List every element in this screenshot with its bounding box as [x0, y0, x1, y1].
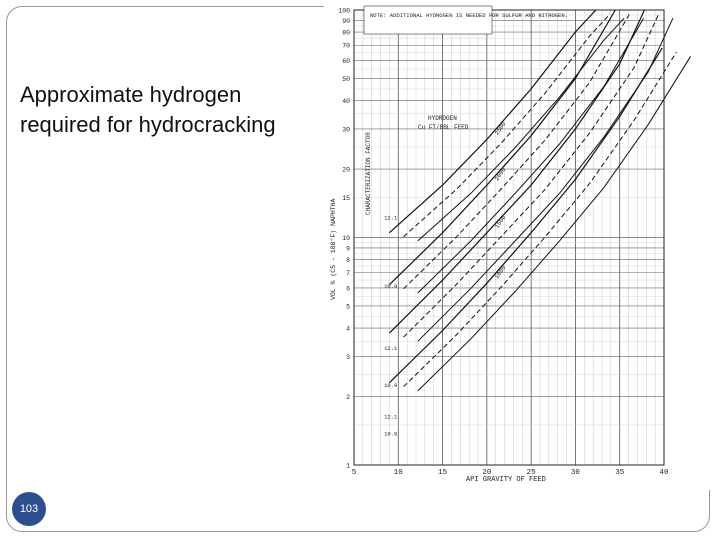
y-tick-label: 30: [342, 126, 350, 134]
x-tick-label: 30: [570, 469, 580, 477]
slide-title: [20, 80, 325, 140]
y-tick-label: 7: [346, 270, 350, 278]
hydrogen-chart: [324, 0, 714, 490]
chart-grid: [354, 10, 664, 465]
series-label: 2500: [493, 120, 508, 137]
x-tick-label: 20: [482, 469, 492, 477]
y-tick-label: 4: [346, 325, 350, 333]
x-tick-label: 25: [526, 469, 536, 477]
y-tick-label: 6: [346, 285, 350, 293]
series-label: 1500: [493, 214, 508, 230]
y-tick-label: 8: [346, 257, 350, 265]
y-tick-label: 100: [338, 7, 350, 15]
y-tick-label: 20: [342, 166, 350, 174]
kw-label: CHARACTERIZATION FACTOR: [365, 132, 372, 215]
x-tick-label: 15: [438, 469, 448, 477]
page-number-badge: 103: [12, 492, 46, 526]
chart-note: NOTE: ADDITIONAL HYDROGEN IS NEEDED FOR SULFUR AND NITROGEN.: [370, 12, 569, 19]
y-axis-label: VOL % (C5 - 180°F) NAPHTHA: [330, 198, 337, 300]
kw-value-label: 10.9: [384, 430, 398, 438]
title-line-2: required for hydrocracking: [20, 112, 276, 137]
series-label: 2000: [493, 166, 508, 183]
y-tick-label: 40: [342, 98, 350, 106]
series-label: 1000: [493, 264, 508, 281]
kw-value-label: 12.1: [384, 413, 398, 421]
y-tick-label: 10: [342, 235, 350, 242]
y-tick-label: 5: [346, 303, 350, 311]
y-tick-label: 50: [342, 75, 350, 83]
kw-value-label: 10.9: [384, 282, 398, 290]
kw-value-label: 12.1: [384, 214, 398, 222]
title-line-1: Approximate hydrogen: [20, 82, 242, 107]
x-axis-label: API GRAVITY OF FEED: [466, 476, 546, 484]
hydrogen-units: Cu FT/BBL FEED: [418, 124, 469, 131]
y-tick-label: 3: [346, 353, 350, 361]
y-tick-label: 80: [342, 29, 350, 37]
x-tick-label: 5: [351, 469, 357, 477]
kw-value-label: 10.9: [384, 382, 398, 390]
x-tick-label: 10: [393, 469, 403, 477]
x-tick-label: 35: [615, 469, 625, 477]
y-tick-label: 15: [342, 194, 350, 202]
y-tick-label: 2: [346, 394, 350, 402]
y-tick-label: 1: [346, 462, 350, 470]
kw-value-label: 12.1: [384, 345, 398, 353]
y-tick-label: 9: [346, 245, 350, 253]
hydrogen-label: HYDROGEN: [428, 115, 457, 122]
y-tick-label: 60: [342, 57, 350, 65]
y-tick-label: 90: [342, 17, 350, 25]
x-tick-label: 40: [659, 469, 669, 477]
y-tick-label: 70: [342, 42, 350, 50]
